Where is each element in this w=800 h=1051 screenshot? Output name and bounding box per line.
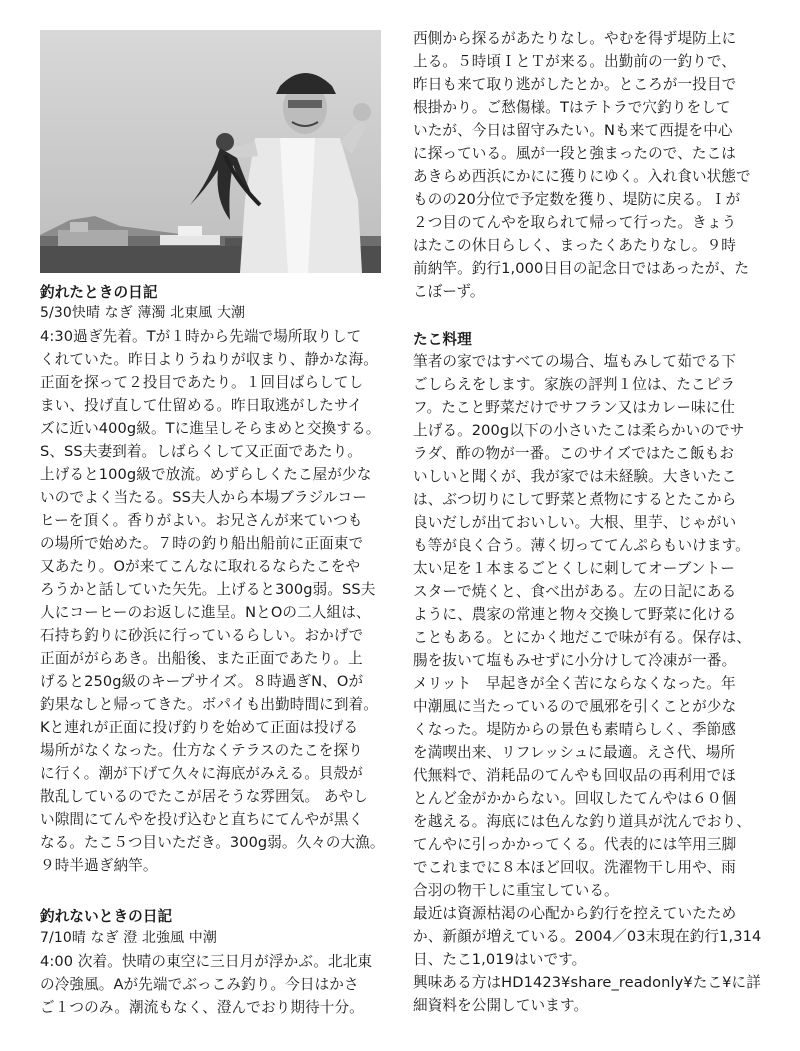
diary-line: ろうかと話していた矢先。上げると300g弱。SS夫 (40, 581, 376, 598)
diary-line: に行く。潮が下げて久々に海底がみえる。貝殻が (40, 765, 363, 782)
diary-line: ヒーを頂く。香りがよい。お兄さんが来ていつも (40, 512, 363, 529)
cooking-line: 太い足を１本まるごとくしに刺してオーブントー (413, 560, 735, 577)
diary-line: げると250g級のキープサイズ。８時過ぎN、Oが (40, 673, 364, 690)
merit-line: メリット 早起きが全く苦にならなくなった。年 (413, 675, 736, 692)
diary-line: 4:30過ぎ先着。Tが１時から先端で場所取りして (40, 328, 362, 345)
diary-line: Kと連れが正面に投げ釣りを始めて正面は投げる (40, 719, 359, 736)
diary-line: に探っている。風が一段と強まったので、たこは (413, 145, 736, 162)
cooking-line: 上げる。200g以下の小さいたこは柔らかいのでサ (413, 422, 745, 439)
cooking-line: こともある。とにかく地だこで味が有る。保存は、 (413, 629, 751, 646)
cooking-line: ラダ、酢の物が一番。このサイズではたこ飯もお (413, 445, 735, 462)
diary-line: の冷強風。Aが先端でぶっこみ釣り。今日はかさ (40, 976, 359, 993)
diary-line: くれていた。昨日よりうねりが収まり、静かな海。 (40, 351, 378, 368)
cooking-line: 筆者の家ではすべての場合、塩もみして茹でる下 (413, 353, 736, 370)
diary-line: あきらめ西浜にかにに獲りにゆく。入れ食い状態で (413, 168, 751, 185)
diary-line: い隙間にてんやを投げ込むと直ちにてんやが黒く (40, 811, 364, 828)
diary-line: こぼーず。 (413, 283, 485, 300)
diary-line: 4:00 次着。快晴の東空に三日月が浮かぶ。北北東 (40, 953, 373, 970)
diary-line: ご１つのみ。潮流もなく、澄んでおり期待十分。 (40, 999, 364, 1016)
diary-line: 正面を探って２投目であたり。１回目ばらしてし (40, 374, 364, 391)
diary-line: ズに近い400g級。Tに進呈しそらまめと交換する。 (40, 420, 381, 437)
caught-diary-conditions: 5/30快晴 なぎ 薄濁 北東風 大潮 (40, 305, 246, 321)
diary-line: 上る。５時頃ＩとＴが来る。出勤前の一釣りで、 (413, 53, 736, 70)
merit-line: 代無料で、消耗品のてんやも回収品の再利用でほ (413, 767, 736, 784)
diary-line: 正面ががらあき。出船後、また正面であたり。上 (40, 650, 363, 667)
merit-line: を満喫出来、リフレッシュに最適。えさ代、場所 (413, 744, 736, 761)
cooking-line: ように、農家の常連と物々交換して野菜に化ける (413, 606, 737, 623)
cooking-line: いしいと聞くが、我が家では未経験。大きいたこ (413, 468, 737, 485)
merit-line: 合羽の物干しに重宝している。 (413, 882, 619, 899)
merit-line: とんど金がかからない。回収したてんやは６０個 (413, 790, 737, 807)
diary-line: いのでよく当たる。SS夫人から本場ブラジルコー (40, 489, 367, 506)
diary-line: 場所がなくなった。仕方なくテラスのたこを探り (40, 742, 363, 759)
diary-line: ９時半過ぎ納竿。 (40, 857, 158, 874)
merit-line: か、新顔が増えている。2004／03末現在釣行1,314 (413, 928, 762, 945)
diary-line: 前納竿。釣行1,000日目の記念日ではあったが、た (413, 260, 750, 277)
merit-line: でこれまでに８本ほど回収。洗濯物干し用や、雨 (413, 859, 736, 876)
diary-line: 又あたり。Oが来てこんなに取れるならたこをや (40, 558, 361, 575)
merit-line: てんやに引っかかってくる。代表的には竿用三脚 (413, 836, 737, 853)
not-caught-diary-heading: 釣れないときの日記 (40, 908, 173, 925)
merit-line: 細資料を公開しています。 (413, 997, 589, 1014)
diary-line: 人にコーヒーのお返しに進呈。NとOの二人組は、 (40, 604, 371, 621)
diary-line: ２つ目のてんやを取られて帰って行った。きょう (413, 214, 737, 231)
merit-line: 中潮風に当たっているので風邪を引くことが少な (413, 698, 737, 715)
diary-line: の場所で始めた。７時の釣り船出船前に正面東で (40, 535, 364, 552)
cooking-line: 良いだしが出ておいしい。大根、里芋、じゃがい (413, 514, 737, 531)
merit-line: 日、たこ1,019はいです。 (413, 951, 587, 968)
merit-line: 最近は資源枯渇の心配から釣行を控えていたため (413, 905, 737, 922)
merit-line: 興味ある方はHD1423¥share_readonly¥たこ¥に詳 (413, 974, 761, 991)
diary-line: はたこの休日らしく、まったくあたりなし。９時 (413, 237, 736, 254)
caught-diary-heading: 釣れたときの日記 (40, 284, 158, 301)
merit-line: を越える。海底には色んな釣り道具が沈んでおり、 (413, 813, 751, 830)
diary-line: 根掛かり。ご愁傷様。Tはテトラで穴釣りをして (413, 99, 731, 116)
cooking-line: 腸を抜いて塩もみせずに小分けして冷凍が一番。 (413, 652, 737, 669)
cooking-line: フ。たこと野菜だけでサフラン又はカレー味に仕 (413, 399, 736, 416)
fisherman-photo (40, 30, 381, 273)
not-caught-diary-conditions: 7/10晴 なぎ 澄 北強風 中潮 (40, 930, 217, 946)
octopus-cooking-heading: たこ料理 (413, 331, 472, 348)
diary-line: 上げると100g級で放流。めずらしくたこ屋が少な (40, 466, 372, 483)
diary-line: 昨日も来て取り逃がしたとか。ところが一投目で (413, 76, 737, 93)
diary-line: 釣果なしと帰ってきた。ボパイも出勤時間に到着。 (40, 696, 378, 713)
diary-line: まい、投げ直して仕留める。昨日取逃がしたサイ (40, 397, 363, 414)
cooking-line: スターで焼くと、食べ出がある。左の日記にある (413, 583, 737, 600)
diary-line: なる。たこ５つ目いただき。300g弱。久々の大漁。 (40, 834, 385, 851)
cooking-line: は、ぶつ切りにして野菜と煮物にするとたこから (413, 491, 737, 508)
diary-line: ものの20分位で予定数を獲り、堤防に戻る。Ｉが (413, 191, 741, 208)
diary-line: S、SS夫妻到着。しばらくして又正面であたり。 (40, 443, 362, 460)
cooking-line: ごしらえをします。家族の評判１位は、たこピラ (413, 376, 736, 393)
diary-line: いたが、今日は留守みたい。Nも来て西提を中心 (413, 122, 733, 139)
cooking-line: も等が良く合う。薄く切っててんぷらもいけます。 (413, 537, 750, 554)
diary-line: 西側から探るがあたりなし。やむを得ず堤防上に (413, 30, 737, 47)
photo-illustration (40, 30, 381, 273)
merit-line: くなった。堤防からの景色も素晴らしく、季節感 (413, 721, 736, 738)
diary-line: 石持ち釣りに砂浜に行っているらしい。おかげで (40, 627, 364, 644)
diary-line: 散乱しているのでたこが居そうな雰囲気。 あやし (40, 788, 369, 805)
